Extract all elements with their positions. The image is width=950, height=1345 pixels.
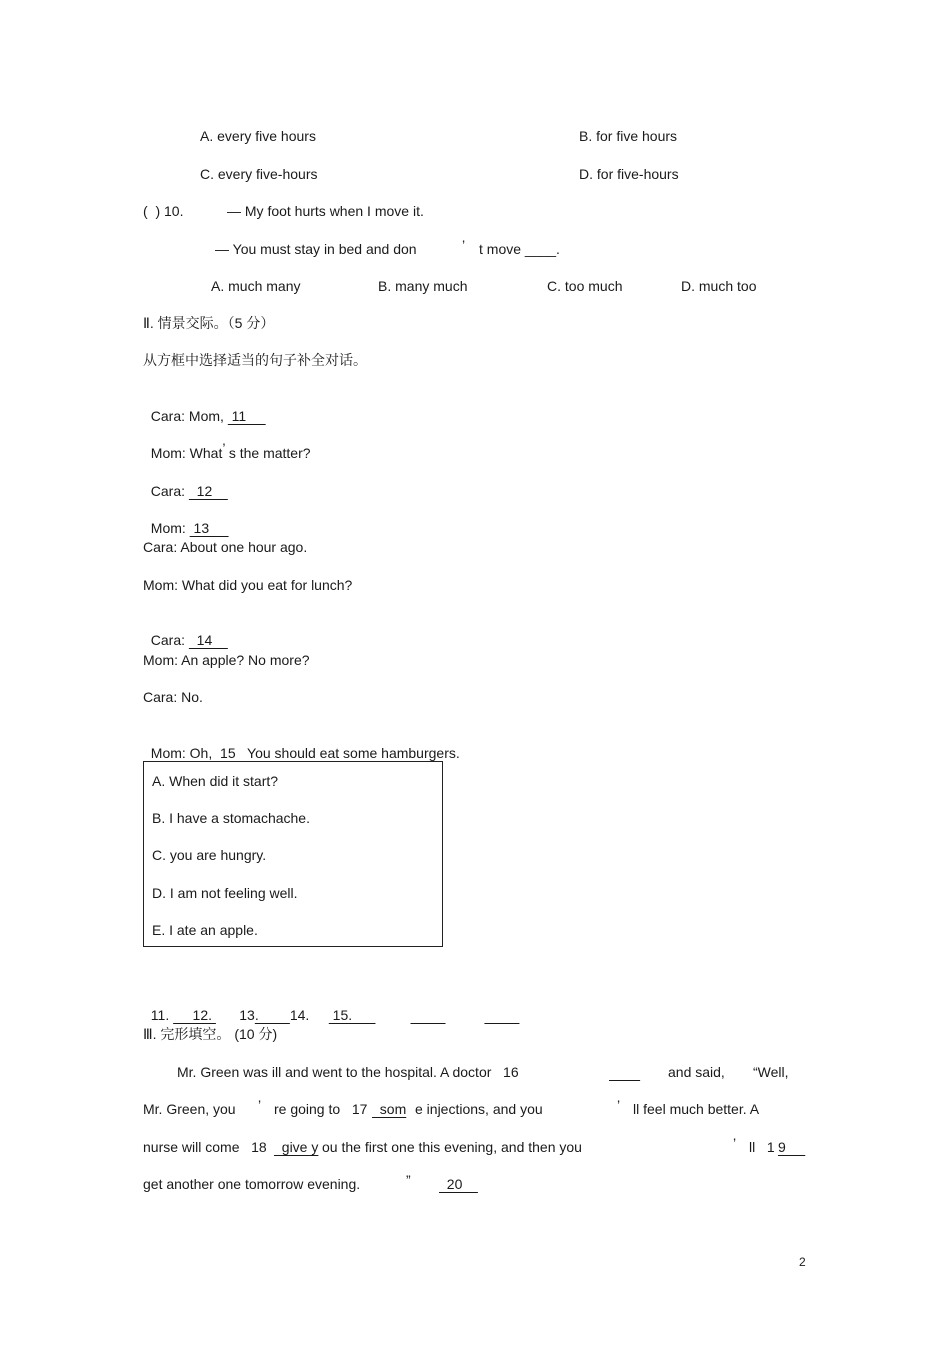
q10-option-d: D. much too (681, 278, 757, 294)
cloze-text: nurse will come 18 (143, 1139, 267, 1155)
blank-17: som (372, 1101, 407, 1117)
q10-line-2-end: t move ____. (479, 241, 560, 257)
dialog-line: Mom: Oh, 15 You should eat some hamburgers. (150, 745, 460, 761)
q10-number: ( ) 10. (143, 203, 184, 219)
cloze-text: e injections, and you (415, 1101, 543, 1117)
options-box (143, 761, 443, 947)
cloze-apostrophe: ’ (733, 1135, 737, 1151)
option-e: E. I ate an apple. (152, 922, 258, 938)
dialog-line: Mom: What did you eat for lunch? (143, 577, 353, 593)
answer-blank: 12. (173, 1007, 216, 1023)
q10-option-b: B. many much (378, 278, 468, 294)
blank-13: 13 (189, 520, 229, 536)
cloze-text: ou the first one this evening, and then you (322, 1139, 582, 1155)
cloze-text: re going to 17 (274, 1101, 368, 1117)
q9-option-a: A. every five hours (200, 128, 316, 144)
dialog-line: Cara: 12 (150, 483, 228, 499)
cloze-text: ll 1 (749, 1139, 775, 1155)
cloze-text: Mr. Green, you (143, 1101, 236, 1117)
q10-apostrophe: ’ (462, 237, 466, 253)
blank-19: 9 (778, 1139, 806, 1155)
q9-option-c: C. every five-hours (200, 166, 318, 182)
cloze-text: ll feel much better. A (633, 1101, 760, 1117)
q10-option-c: C. too much (547, 278, 623, 294)
option-b: B. I have a stomachache. (152, 810, 310, 826)
dialog-line: Mom: 13 (150, 520, 229, 536)
answer-blank: . (254, 1007, 290, 1023)
answer-blank (411, 1007, 446, 1023)
q10-line-1: — My foot hurts when I move it. (227, 203, 424, 219)
dialog-line: Cara: About one hour ago. (143, 539, 308, 555)
blank-12: 12 (188, 483, 228, 499)
cloze-text: get another one tomorrow evening. (143, 1176, 361, 1192)
q9-option-d: D. for five-hours (579, 166, 679, 182)
q9-option-b: B. for five hours (579, 128, 678, 144)
dialog-line: Mom: An apple? No more? (143, 652, 310, 668)
dialog-line: Cara: Mom, 11 (150, 408, 266, 424)
blank-20: 20 (439, 1176, 478, 1192)
section2-instruction: 从方框中选择适当的句子补全对话。 (143, 352, 367, 368)
blank-14: 14 (188, 632, 228, 648)
blank-15: 15 Yo (216, 745, 263, 761)
answer-blank: 15. (328, 1007, 376, 1023)
section2-heading: Ⅱ. 情景交际。（5 分） (143, 315, 275, 331)
dialog-line: Cara: 14 (150, 632, 228, 648)
blank-16 (609, 1063, 640, 1081)
cloze-text: “Well, (753, 1064, 789, 1080)
page-number: 2 (799, 1255, 806, 1269)
answer-blank (484, 1007, 519, 1023)
answer-line: 11. 12. 13. 14. 15. (143, 988, 519, 1024)
cloze-quote: ” (406, 1172, 411, 1188)
cloze-text: and said, (668, 1064, 725, 1080)
q10-option-a: A. much many (211, 278, 301, 294)
blank-18: give y (274, 1139, 319, 1155)
cloze-apostrophe: ’ (617, 1097, 621, 1113)
option-a: A. When did it start? (152, 773, 279, 789)
option-c: C. you are hungry. (152, 847, 267, 863)
section3-heading: Ⅲ. 完形填空。 (10 分) (143, 1026, 278, 1042)
dialog-line: Mom: What’ s the matter? (150, 440, 311, 461)
q10-line-2: — You must stay in bed and don (215, 241, 417, 257)
option-d: D. I am not feeling well. (152, 885, 298, 901)
blank-11: 11 (227, 408, 266, 424)
cloze-text: Mr. Green was ill and went to the hospital. A doctor 16 (177, 1064, 519, 1080)
dialog-line: Cara: No. (143, 689, 203, 705)
cloze-apostrophe: ’ (258, 1097, 262, 1113)
